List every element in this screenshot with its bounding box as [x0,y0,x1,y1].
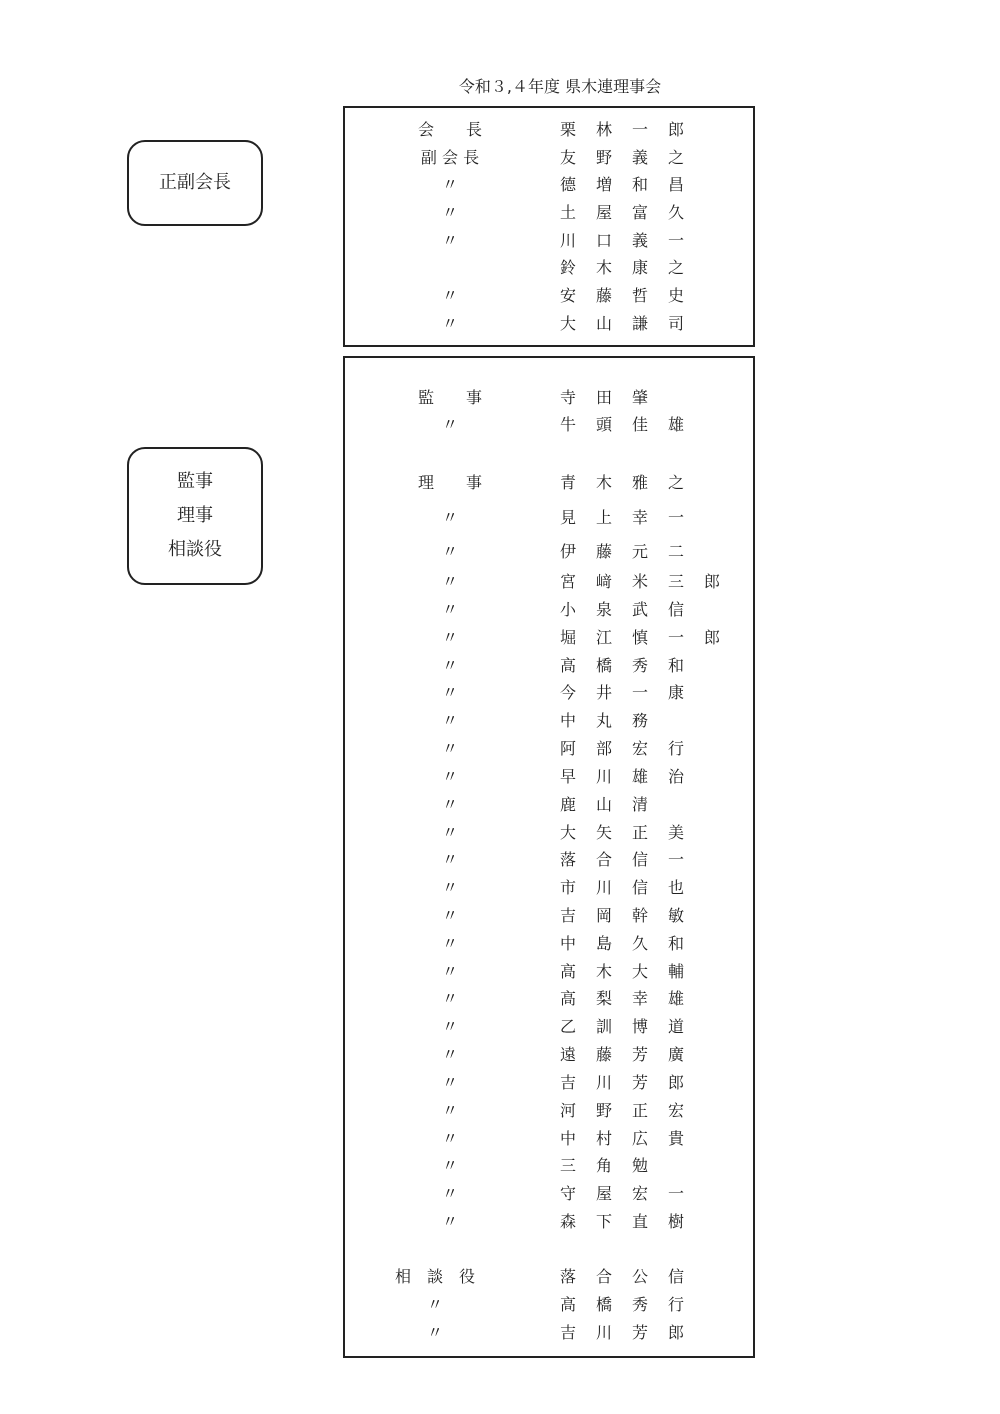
role-label: 〃 [441,314,458,333]
name-char: 久 [667,203,684,222]
member-name [550,282,694,310]
member-name [550,930,694,958]
name-char: 訓 [595,1017,612,1036]
role-label: 〃 [441,600,458,619]
name-char: 芳 [631,1323,648,1342]
name-char: 廣 [667,1045,684,1064]
member-name [550,1208,694,1236]
name-char: 阿 [559,739,576,758]
role-label: 〃 [441,1017,458,1036]
name-char: 河 [559,1101,576,1120]
name-char: 史 [667,286,684,305]
name-char: 鈴 [559,258,576,277]
name-char: 市 [559,878,576,897]
directors-row [345,1152,753,1180]
role-label: 〃 [441,711,458,730]
name-char: 部 [595,739,612,758]
member-name [550,958,694,986]
name-char: 信 [631,878,648,897]
name-char: 謙 [631,314,648,333]
name-char: 秀 [631,1295,648,1314]
director-label: 理事 [177,505,213,526]
name-char: 落 [559,850,576,869]
auditors-row [345,384,753,412]
role-label: 〃 [441,231,458,250]
name-char: 一 [631,683,648,702]
role-label: 〃 [426,1295,443,1314]
directors-row [345,930,753,958]
name-char: 堀 [559,628,576,647]
name-char: 乙 [559,1017,576,1036]
role-label: 〃 [441,656,458,675]
role-label: 理 事 [417,473,482,492]
name-char: 宏 [667,1101,684,1120]
role-label: 〃 [441,767,458,786]
role-label: 相 談 役 [394,1267,475,1286]
officers-row [345,282,753,310]
name-char: 二 [667,542,684,561]
name-char: 川 [559,231,576,250]
member-name [550,254,694,282]
name-char: 和 [631,175,648,194]
name-char: 宏 [631,1184,648,1203]
directors-row [345,791,753,819]
name-char: 鹿 [559,795,576,814]
name-char: 元 [631,542,648,561]
directors-row [345,958,753,986]
name-char: 見 [559,508,576,527]
name-char: 林 [595,120,612,139]
name-char: 吉 [559,906,576,925]
name-char: 郎 [703,572,720,591]
directors-row [345,568,753,596]
name-char: 樹 [667,1212,684,1231]
member-name [550,310,694,338]
name-char: 増 [595,175,612,194]
name-char: 木 [595,962,612,981]
name-char: 野 [595,148,612,167]
member-name [550,1152,658,1180]
name-char: 雅 [631,473,648,492]
name-char: 山 [595,795,612,814]
role-label: 〃 [441,175,458,194]
directors-row [345,735,753,763]
officers-frame [343,106,755,347]
member-name [550,846,694,874]
role-label: 〃 [441,203,458,222]
member-name [550,1291,694,1319]
name-char: 勉 [631,1156,648,1175]
role-label: 〃 [441,962,458,981]
name-char: 之 [667,473,684,492]
officers-row [345,144,753,172]
directors-row [345,596,753,624]
name-char: 慎 [631,628,648,647]
directors-row [345,846,753,874]
name-char: 梨 [595,989,612,1008]
name-char: 森 [559,1212,576,1231]
directors-row [345,1208,753,1236]
member-name [550,144,694,172]
name-char: 田 [595,388,612,407]
advisors-row [345,1291,753,1319]
directors-row [345,679,753,707]
name-char: 信 [631,850,648,869]
name-char: 広 [631,1129,648,1148]
name-char: 肇 [631,388,648,407]
name-char: 芳 [631,1045,648,1064]
member-name [550,1097,694,1125]
role-label: 〃 [441,1045,458,1064]
name-char: 井 [595,683,612,702]
directors-row [345,902,753,930]
name-char: 江 [595,628,612,647]
name-char: 島 [595,934,612,953]
name-char: 美 [667,823,684,842]
member-name [550,538,694,566]
name-char: 橋 [595,656,612,675]
role-label: 〃 [441,878,458,897]
name-char: 川 [595,1073,612,1092]
member-name [550,1013,694,1041]
name-char: 川 [595,878,612,897]
member-name [550,652,694,680]
member-name [550,384,658,412]
directors-row [345,1125,753,1153]
name-char: 一 [667,850,684,869]
name-char: 村 [595,1129,612,1148]
name-char: 岡 [595,906,612,925]
member-name [550,1125,694,1153]
member-name [550,227,694,255]
name-char: 一 [667,231,684,250]
name-char: 行 [667,1295,684,1314]
name-char: 橋 [595,1295,612,1314]
member-name [550,735,694,763]
board-frame [343,356,755,1358]
name-char: 宏 [631,739,648,758]
name-char: 中 [559,1129,576,1148]
name-char: 一 [667,508,684,527]
name-char: 和 [667,656,684,675]
directors-row [345,624,753,652]
member-name [550,624,730,652]
name-char: 德 [559,175,576,194]
role-label: 〃 [441,934,458,953]
name-char: 栗 [559,120,576,139]
directors-row [345,707,753,735]
member-name [550,504,694,532]
name-char: 泉 [595,600,612,619]
role-label: 〃 [441,572,458,591]
member-name [550,1319,694,1347]
role-label: 〃 [441,906,458,925]
name-char: 富 [631,203,648,222]
role-label: 〃 [441,1184,458,1203]
name-char: 司 [667,314,684,333]
name-char: 之 [667,148,684,167]
name-char: 藤 [595,286,612,305]
name-char: 口 [595,231,612,250]
name-char: 雄 [667,989,684,1008]
member-name [550,199,694,227]
officers-row [345,254,753,282]
name-char: 郎 [703,628,720,647]
name-char: 宮 [559,572,576,591]
member-name [550,874,694,902]
name-char: 吉 [559,1073,576,1092]
directors-row [345,469,753,497]
name-char: 秀 [631,656,648,675]
directors-row [345,652,753,680]
role-label: 〃 [441,850,458,869]
member-name [550,985,694,1013]
role-label: 〃 [441,1212,458,1231]
name-char: 敏 [667,906,684,925]
member-name [550,469,694,497]
name-char: 寺 [559,388,576,407]
role-label: 〃 [426,1323,443,1342]
page-title: 令和３,４年度 県木連理事会 [458,77,662,96]
directors-row [345,763,753,791]
role-label: 〃 [441,823,458,842]
name-char: 康 [667,683,684,702]
name-char: 之 [667,258,684,277]
auditors-row [345,411,753,439]
officers-row [345,171,753,199]
name-char: 木 [595,258,612,277]
member-name [550,411,694,439]
officers-row [345,310,753,338]
advisor-label: 相談役 [168,539,222,560]
name-char: 信 [667,600,684,619]
directors-row [345,874,753,902]
board-label-box [127,447,263,585]
name-char: 今 [559,683,576,702]
member-name [550,568,730,596]
name-char: 川 [595,767,612,786]
officers-label: 正副会長 [159,172,231,193]
member-name [550,116,694,144]
role-label: 〃 [441,795,458,814]
name-char: 幸 [631,508,648,527]
name-char: 貴 [667,1129,684,1148]
name-char: 高 [559,656,576,675]
directors-row [345,1041,753,1069]
name-char: 正 [631,1101,648,1120]
name-char: 頭 [595,415,612,434]
officers-row [345,199,753,227]
name-char: 昌 [667,175,684,194]
role-label: 副 会 長 [420,148,480,167]
member-name [550,1041,694,1069]
name-char: 三 [559,1156,576,1175]
role-label: 〃 [441,286,458,305]
name-char: 高 [559,989,576,1008]
officers-row [345,227,753,255]
directors-row [345,819,753,847]
name-char: 哲 [631,286,648,305]
name-char: 一 [667,1184,684,1203]
directors-row [345,1180,753,1208]
name-char: 直 [631,1212,648,1231]
name-char: 一 [667,628,684,647]
name-char: 清 [631,795,648,814]
role-label: 〃 [441,739,458,758]
name-char: 雄 [631,767,648,786]
name-char: 下 [595,1212,612,1231]
name-char: 道 [667,1017,684,1036]
name-char: 義 [631,148,648,167]
directors-row [345,504,753,532]
name-char: 合 [595,1267,612,1286]
role-label: 〃 [441,415,458,434]
name-char: 﨑 [595,572,612,591]
role-label: 会 長 [417,120,482,139]
auditor-label: 監事 [177,471,213,492]
name-char: 芳 [631,1073,648,1092]
name-char: 木 [595,473,612,492]
name-char: 落 [559,1267,576,1286]
name-char: 信 [667,1267,684,1286]
name-char: 幸 [631,989,648,1008]
member-name [550,1263,694,1291]
role-label: 〃 [441,1073,458,1092]
name-char: 治 [667,767,684,786]
name-char: 義 [631,231,648,250]
name-char: 雄 [667,415,684,434]
name-char: 山 [595,314,612,333]
role-label: 〃 [441,628,458,647]
role-label: 〃 [441,1101,458,1120]
name-char: 公 [631,1267,648,1286]
name-char: 一 [631,120,648,139]
name-char: 早 [559,767,576,786]
officers-row [345,116,753,144]
name-char: 和 [667,934,684,953]
name-char: 中 [559,934,576,953]
name-char: 牛 [559,415,576,434]
name-char: 高 [559,962,576,981]
name-char: 大 [559,314,576,333]
name-char: 遠 [559,1045,576,1064]
name-char: 郎 [667,1323,684,1342]
name-char: 也 [667,878,684,897]
name-char: 博 [631,1017,648,1036]
directors-row [345,1013,753,1041]
member-name [550,171,694,199]
member-name [550,819,694,847]
name-char: 丸 [595,711,612,730]
name-char: 高 [559,1295,576,1314]
member-name [550,1180,694,1208]
name-char: 土 [559,203,576,222]
name-char: 青 [559,473,576,492]
name-char: 屋 [595,1184,612,1203]
directors-row [345,1069,753,1097]
name-char: 屋 [595,203,612,222]
directors-row [345,1097,753,1125]
role-label: 〃 [441,508,458,527]
name-char: 藤 [595,1045,612,1064]
name-char: 務 [631,711,648,730]
role-label: 〃 [441,542,458,561]
name-char: 伊 [559,542,576,561]
name-char: 佳 [631,415,648,434]
member-name [550,1069,694,1097]
name-char: 小 [559,600,576,619]
name-char: 角 [595,1156,612,1175]
member-name [550,791,658,819]
name-char: 合 [595,850,612,869]
name-char: 郎 [667,1073,684,1092]
role-label: 〃 [441,1129,458,1148]
directors-row [345,538,753,566]
advisors-row [345,1263,753,1291]
name-char: 大 [559,823,576,842]
name-char: 正 [631,823,648,842]
name-char: 米 [631,572,648,591]
name-char: 三 [667,572,684,591]
role-label: 監 事 [417,388,482,407]
name-char: 幹 [631,906,648,925]
name-char: 郎 [667,120,684,139]
advisors-row [345,1319,753,1347]
role-label: 〃 [441,683,458,702]
member-name [550,596,694,624]
name-char: 吉 [559,1323,576,1342]
member-name [550,707,658,735]
directors-row [345,985,753,1013]
name-char: 安 [559,286,576,305]
name-char: 久 [631,934,648,953]
name-char: 矢 [595,823,612,842]
name-char: 上 [595,508,612,527]
name-char: 藤 [595,542,612,561]
name-char: 康 [631,258,648,277]
member-name [550,902,694,930]
name-char: 武 [631,600,648,619]
name-char: 友 [559,148,576,167]
name-char: 大 [631,962,648,981]
role-label: 〃 [441,989,458,1008]
name-char: 輔 [667,962,684,981]
name-char: 野 [595,1101,612,1120]
name-char: 川 [595,1323,612,1342]
name-char: 中 [559,711,576,730]
name-char: 守 [559,1184,576,1203]
member-name [550,679,694,707]
officers-label-box [127,140,263,226]
role-label: 〃 [441,1156,458,1175]
name-char: 行 [667,739,684,758]
member-name [550,763,694,791]
